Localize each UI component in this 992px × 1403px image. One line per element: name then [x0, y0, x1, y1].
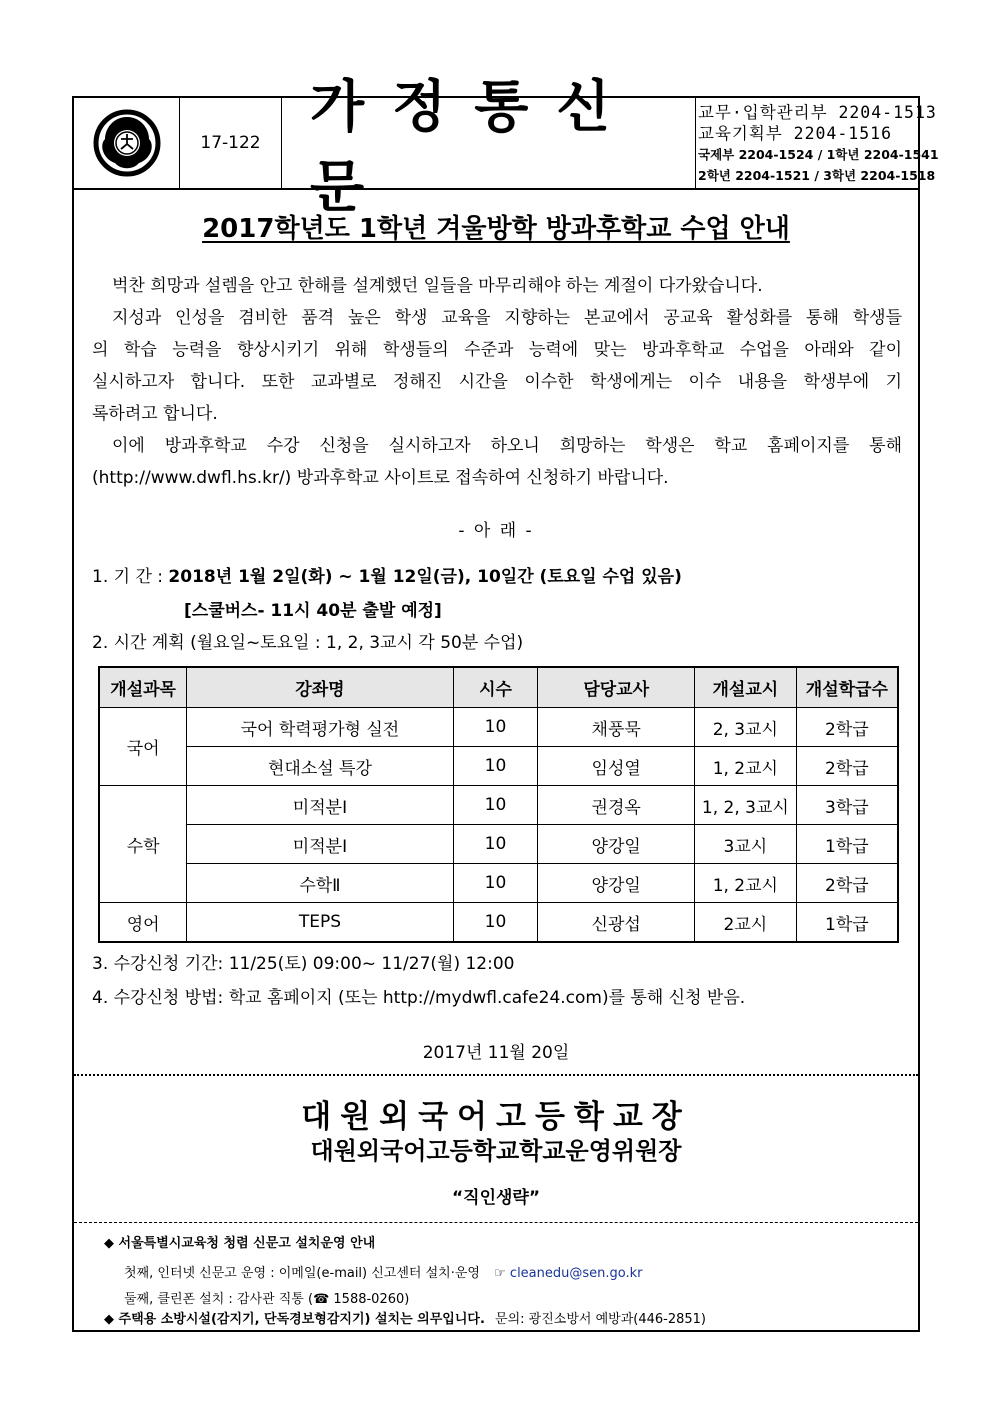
- pointing-hand-icon: ☞: [494, 1266, 506, 1281]
- table-cell: 국어 학력평가형 실전: [187, 708, 453, 747]
- fire-safety-text: ◆ 주택용 소방시설(감지기, 단독경보형감지기) 설치는 의무입니다.: [104, 1312, 485, 1327]
- paragraph-line: 지성과 인성을 겸비한 품격 높은 학생 교육을 지향하는 본교에서 공교육 활성화를 통해 학생들: [112, 308, 902, 328]
- time-plan-item: 2. 시간 계획 (월요일~토요일 : 1, 2, 3교시 각 50분 수업): [92, 633, 524, 653]
- paragraph-line: 벅찬 희망과 설렘을 안고 한해를 설계했던 일들을 마무리해야 하는 계절이 다가왔습니다.: [112, 276, 763, 296]
- period-item: [92, 562, 682, 587]
- school-emblem-icon: [74, 98, 180, 188]
- table-cell: 신광섭: [538, 903, 695, 943]
- table-cell: 10: [453, 747, 538, 786]
- table-header-row: [99, 667, 898, 708]
- table-cell: 미적분Ⅰ: [187, 786, 453, 825]
- table-cell: 2, 3교시: [694, 708, 796, 747]
- paragraph-line: 록하려고 합니다.: [92, 404, 218, 424]
- integrity-notice-line: [124, 1262, 643, 1281]
- principal-signature: 대원외국어고등학교장: [301, 1099, 691, 1135]
- table-cell: 채풍묵: [538, 708, 695, 747]
- contact-line: 교육기획부 2204-1516: [698, 124, 893, 143]
- column-header: 개설학급수: [796, 667, 898, 708]
- application-period-item: 3. 수강신청 기간: 11/25(토) 09:00~ 11/27(월) 12:00: [92, 954, 515, 974]
- table-row: [99, 786, 898, 825]
- contact-line: 2학년 2204-1521 / 3학년 2204-1518: [698, 168, 936, 183]
- table-cell: 2교시: [694, 903, 796, 943]
- table-row: [99, 708, 898, 747]
- clean-phone-line: 둘째, 클린폰 설치 : 감사관 직통 (☎ 1588-0260): [124, 1292, 410, 1307]
- notice-heading: - 아 래 -: [458, 521, 534, 541]
- table-cell: 10: [453, 864, 538, 903]
- table-cell: 1학급: [796, 903, 898, 943]
- header: [74, 75, 939, 220]
- table-cell: 임성열: [538, 747, 695, 786]
- paragraph-line: 이에 방과후학교 수강 신청을 실시하고자 하오니 희망하는 학생은 학교 홈페이지를 통해: [112, 436, 902, 456]
- school-bus-note: [스쿨버스- 11시 40분 출발 예정]: [184, 601, 442, 621]
- dashed-divider: [74, 1222, 918, 1223]
- table-cell: 2학급: [796, 747, 898, 786]
- email-report-text: 첫째, 인터넷 신문고 운영 : 이메일(e-mail) 신고센터 설치·운영: [124, 1266, 480, 1281]
- report-email-link[interactable]: cleanedu@sen.go.kr: [509, 1266, 643, 1281]
- table-cell: 1, 2교시: [694, 864, 796, 903]
- table-row: [99, 747, 898, 786]
- column-header: 담당교사: [538, 667, 695, 708]
- committee-signature: 대원외국어고등학교학교운영위원장: [310, 1137, 682, 1165]
- table-cell: 10: [453, 708, 538, 747]
- schedule-table: [98, 666, 899, 943]
- table-cell: 수학Ⅱ: [187, 864, 453, 903]
- column-header: 개설교시: [694, 667, 796, 708]
- intro-paragraphs: [92, 270, 902, 494]
- table-cell: 10: [453, 903, 538, 943]
- table-cell: 1, 2, 3교시: [694, 786, 796, 825]
- application-method-item: 4. 수강신청 방법: 학교 홈페이지 (또는 http://mydwfl.cafe24.com)를 통해 신청 받음.: [92, 988, 746, 1008]
- table-row: [99, 864, 898, 903]
- period-label: 1. 기 간 :: [92, 567, 169, 587]
- table-cell: 3학급: [796, 786, 898, 825]
- table-cell: 2학급: [796, 708, 898, 747]
- contact-line: 교무·입학관리부 2204-1513: [698, 103, 937, 122]
- newsletter-title-text: 가정통신문: [310, 75, 639, 220]
- paragraph-line: 의 학습 능력을 향상시키기 위해 학생들의 수준과 능력에 맞는 방과후학교 수업을 아래와 같이: [92, 340, 902, 360]
- subject-cell: 국어: [99, 708, 187, 786]
- table-cell: 2학급: [796, 864, 898, 903]
- seal-omitted-note: “직인생략”: [451, 1188, 541, 1208]
- paragraph-line: 실시하고자 합니다. 또한 교과별로 정해진 시간을 이수한 학생에게는 이수 내용을 학생부에 기: [92, 372, 902, 392]
- integrity-notice-heading: ◆ 서울특별시교육청 청렴 신문고 설치운영 안내: [104, 1236, 376, 1251]
- table-cell: 10: [453, 825, 538, 864]
- column-header: 시수: [453, 667, 538, 708]
- table-row: [99, 903, 898, 943]
- document-title: 2017학년도 1학년 겨울방학 방과후학교 수업 안내: [202, 214, 790, 244]
- column-header: 강좌명: [187, 667, 453, 708]
- period-value: 2018년 1월 2일(화) ~ 1월 12일(금), 10일간 (토요일 수업 있음): [168, 567, 682, 587]
- table-cell: 1, 2교시: [694, 747, 796, 786]
- table-cell: 현대소설 특강: [187, 747, 453, 786]
- contact-list: [696, 98, 939, 188]
- school-logo: [74, 98, 180, 188]
- table-cell: 양강일: [538, 864, 695, 903]
- table-row: [99, 825, 898, 864]
- column-header: 개설과목: [99, 667, 187, 708]
- dotted-divider: [74, 1074, 918, 1076]
- table-cell: 미적분Ⅰ: [187, 825, 453, 864]
- newsletter-title: [282, 75, 696, 220]
- issue-date: 2017년 11월 20일: [422, 1043, 570, 1063]
- table-cell: 10: [453, 786, 538, 825]
- subject-cell: 수학: [99, 786, 187, 903]
- table-cell: 1학급: [796, 825, 898, 864]
- contact-line: 국제부 2204-1524 / 1학년 2204-1541: [698, 147, 939, 162]
- fire-safety-contact: 문의: 광진소방서 예방과(446-2851): [495, 1312, 707, 1327]
- document-frame: [72, 75, 939, 1332]
- table-cell: 3교시: [694, 825, 796, 864]
- table-cell: 권경옥: [538, 786, 695, 825]
- document-number: 17-122: [180, 98, 282, 188]
- paragraph-line: (http://www.dwfl.hs.kr/) 방과후학교 사이트로 접속하여 신청하기 바랍니다.: [92, 468, 669, 488]
- table-cell: TEPS: [187, 903, 453, 943]
- fire-safety-notice: [104, 1308, 706, 1327]
- subject-cell: 영어: [99, 903, 187, 943]
- table-cell: 양강일: [538, 825, 695, 864]
